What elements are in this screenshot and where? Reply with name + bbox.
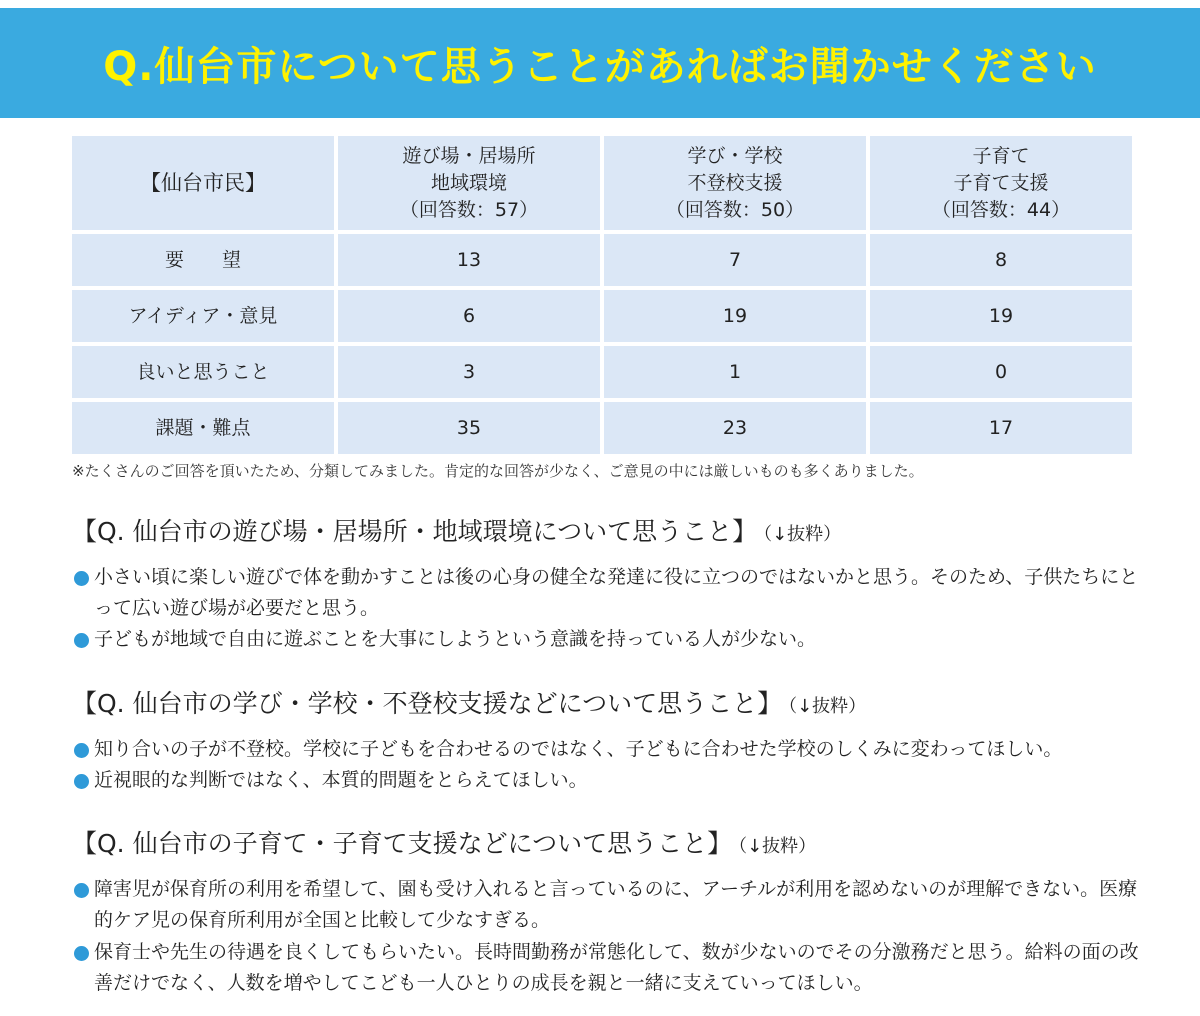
column-header-line: 子育て支援 [953,171,1049,194]
column-header-line: 地域環境 [430,171,507,194]
excerpt-tag: （↓抜粋） [763,524,842,545]
comment-text: 近視眼的な判断ではなく、本質的問題をとらえてほしい。 [94,769,588,791]
column-header-count: （回答数：50） [665,198,805,221]
title-banner [0,8,1200,118]
row-label-requests: 要 望 [72,234,334,286]
column-header-line: 遊び場・居場所 [402,144,536,167]
comment-item [72,765,1142,796]
section-heading-school [72,684,1172,720]
section-heading-play-area [72,512,1172,548]
comment-item [72,734,1142,765]
bullet-dot-icon [74,774,89,789]
comment-text: 小さい頃に楽しい遊びで体を動かすことは後の心身の健全な発達に役に立つのではないかと思う。そのため、子供たちにとって広い遊び場が必要だと思う。 [94,566,1139,619]
table-cell: 19 [870,290,1132,342]
excerpt-tag: （↓抜粋） [738,836,817,857]
column-header-line: 子育て [972,144,1030,167]
bullet-dot-icon [74,883,89,898]
column-header-count: （回答数：57） [399,198,539,221]
bullet-dot-icon [74,946,89,961]
row-label-positives: 良いと思うこと [72,346,334,398]
bullet-dot-icon [74,633,89,648]
column-header-count: （回答数：44） [931,198,1071,221]
table-cell: 35 [338,402,600,454]
section-heading-text: 【Q. 仙台市の遊び場・居場所・地域環境について思うこと】 [72,517,758,546]
comment-text: 障害児が保育所の利用を希望して、園も受け入れると言っているのに、アーチルが利用を認めないのが理解できない。医療的ケア児の保育所利用が全国と比較して少なすぎる。 [94,878,1138,931]
comment-item [72,624,1142,655]
table-cell: 17 [870,402,1132,454]
comment-item [72,937,1142,999]
table-note: ※たくさんのご回答を頂いたため、分類してみました。肯定的な回答が少なく、ご意見の中には厳しいものも多くありました。 [72,462,924,480]
comment-text: 子どもが地域で自由に遊ぶことを大事にしようという意識を持っている人が少ない。 [94,628,817,650]
page-title: Q.仙台市について思うことがあればお聞かせください [103,43,1097,90]
row-label-ideas: アイディア・意見 [72,290,334,342]
table-cell: 23 [604,402,866,454]
excerpt-tag: （↓抜粋） [788,696,867,717]
column-header-line: 学び・学校 [687,144,783,167]
table-cell: 13 [338,234,600,286]
table-cell: 1 [604,346,866,398]
table-cell: 7 [604,234,866,286]
column-header-line: 不登校支援 [687,171,783,194]
table-cell: 8 [870,234,1132,286]
column-header-childcare [870,136,1132,230]
column-header-school [604,136,866,230]
comment-item [72,874,1142,936]
summary-table [72,136,1132,454]
bullet-dot-icon [74,743,89,758]
table-cell: 19 [604,290,866,342]
section-heading-text: 【Q. 仙台市の子育て・子育て支援などについて思うこと】 [72,829,733,858]
section-heading-text: 【Q. 仙台市の学び・学校・不登校支援などについて思うこと】 [72,689,783,718]
column-header-play-area [338,136,600,230]
comment-text: 保育士や先生の待遇を良くしてもらいたい。長時間勤務が常態化して、数が少ないのでその分激務だと思う。給料の面の改善だけでなく、人数を増やしてこども一人ひとりの成長を親と一緒に支えていってほしい。 [94,941,1139,994]
comment-item [72,562,1142,624]
bullet-dot-icon [74,571,89,586]
table-cell: 3 [338,346,600,398]
table-cell: 6 [338,290,600,342]
table-corner-header: 【仙台市民】 [72,136,334,230]
comment-text: 知り合いの子が不登校。学校に子どもを合わせるのではなく、子どもに合わせた学校のしくみに変わってほしい。 [94,738,1063,760]
table-cell: 0 [870,346,1132,398]
section-heading-childcare [72,824,1172,860]
row-label-issues: 課題・難点 [72,402,334,454]
